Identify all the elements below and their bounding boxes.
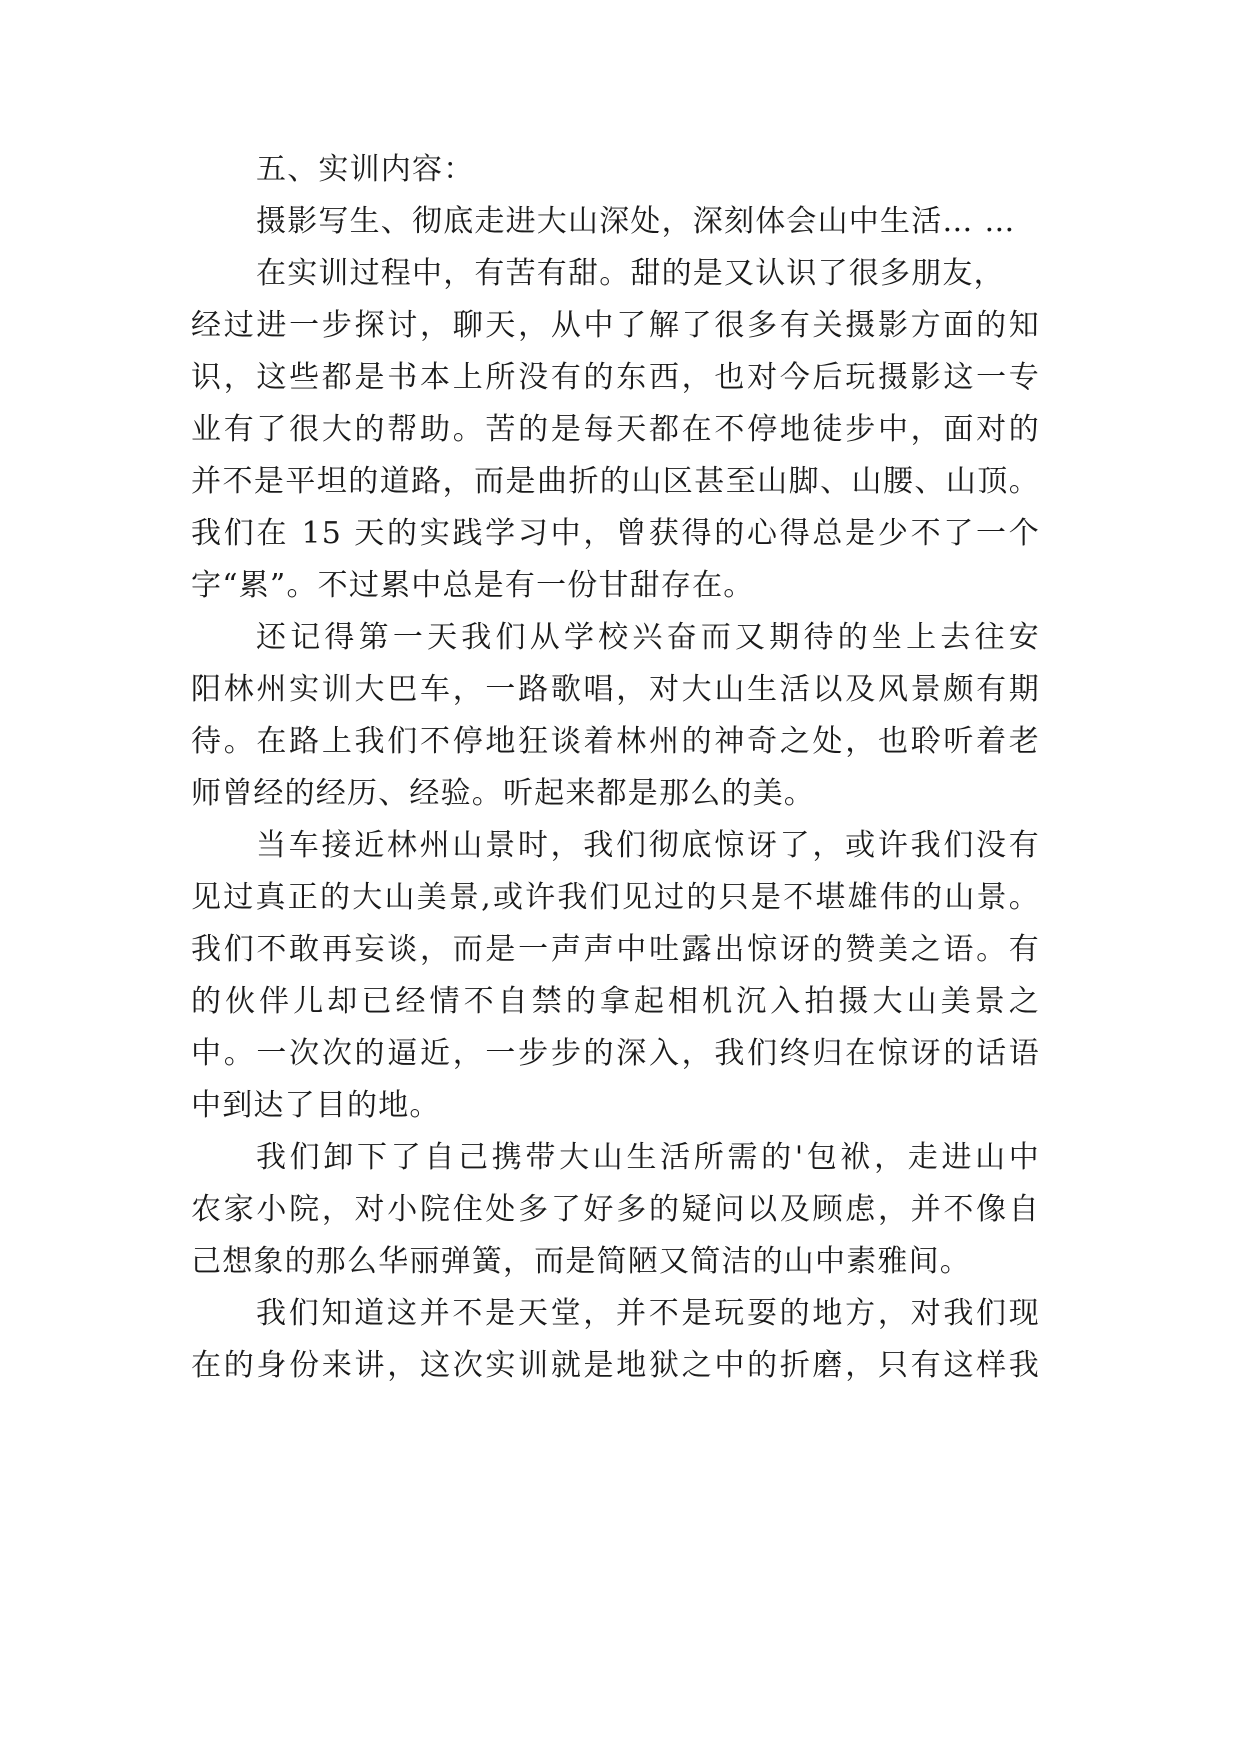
paragraph-line: 待。在路上我们不停地狂谈着林州的神奇之处，也聆听着老 [191, 724, 1040, 759]
paragraph-line: 己想象的那么华丽弹簧，而是简陋又简洁的山中素雅间。 [191, 1244, 971, 1279]
paragraph-line: 业有了很大的帮助。苦的是每天都在不停地徒步中，面对的 [191, 412, 1040, 447]
paragraph-line: 我们不敢再妄谈，而是一声声中吐露出惊讶的赞美之语。有 [191, 932, 1040, 967]
paragraph-line: 农家小院，对小院住处多了好多的疑问以及顾虑，并不像自 [191, 1192, 1040, 1227]
paragraph-line: 字“累”。不过累中总是有一份甘甜存在。 [191, 568, 755, 603]
paragraph-line: 经过进一步探讨，聊天，从中了解了很多有关摄影方面的知 [191, 308, 1040, 343]
paragraph-line: 阳林州实训大巴车，一路歌唱，对大山生活以及风景颇有期 [191, 672, 1040, 707]
paragraph-line: 我们卸下了自己携带大山生活所需的'包袱，走进山中 [256, 1140, 1040, 1175]
paragraph-line: 还记得第一天我们从学校兴奋而又期待的坐上去往安 [256, 620, 1040, 655]
paragraph-line: 摄影写生、彻底走进大山深处，深刻体会山中生活… … [256, 204, 1016, 239]
paragraph-line: 在实训过程中，有苦有甜。甜的是又认识了很多朋友， [256, 256, 1005, 291]
paragraph-line: 在的身份来讲，这次实训就是地狱之中的折磨，只有这样我 [191, 1348, 1040, 1383]
paragraph-line: 的伙伴儿却已经情不自禁的拿起相机沉入拍摄大山美景之 [191, 984, 1040, 1019]
paragraph-line: 我们在 15 天的实践学习中，曾获得的心得总是少不了一个 [191, 516, 1040, 551]
section-heading: 五、实训内容： [256, 152, 475, 187]
paragraph-line: 师曾经的经历、经验。听起来都是那么的美。 [191, 776, 815, 811]
paragraph-line: 中到达了目的地。 [191, 1088, 441, 1123]
paragraph-line: 见过真正的大山美景,或许我们见过的只是不堪雄伟的山景。 [191, 880, 1040, 915]
paragraph-line: 并不是平坦的道路，而是曲折的山区甚至山脚、山腰、山顶。 [191, 464, 1040, 499]
paragraph-line: 中。一次次的逼近，一步步的深入，我们终归在惊讶的话语 [191, 1036, 1040, 1071]
paragraph-line: 当车接近林州山景时，我们彻底惊讶了，或许我们没有 [256, 828, 1040, 863]
paragraph-line: 识，这些都是书本上所没有的东西，也对今后玩摄影这一专 [191, 360, 1040, 395]
paragraph-line: 我们知道这并不是天堂，并不是玩耍的地方，对我们现 [256, 1296, 1040, 1331]
